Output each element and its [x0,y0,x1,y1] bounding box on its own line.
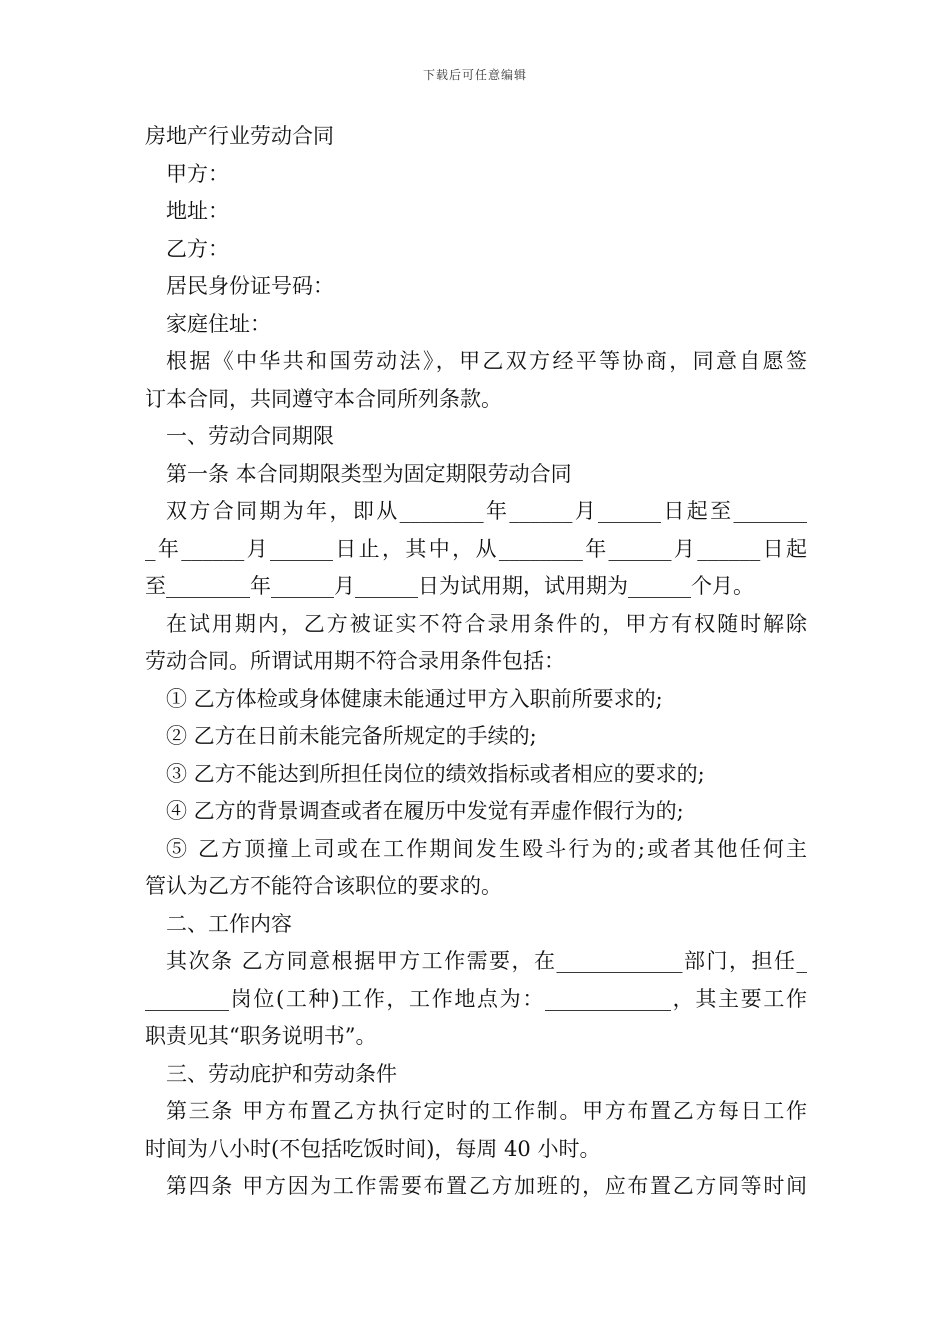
document-title: 房地产行业劳动合同 [145,124,334,148]
document-line: 根据《中华共和国劳动法》，甲乙双方经平等协商，同意自愿签 [166,349,807,373]
document-lines [145,156,807,1206]
document-line: 在试用期内，乙方被证实不符合录用条件的，甲方有权随时解除 [166,611,807,636]
document-line: 订本合同，共同遵守本合同所列条款。 [145,386,502,411]
document-line: 甲方： [166,161,229,186]
document-line: 管认为乙方不能符合该职位的要求的。 [145,874,502,898]
document-line: 地址： [166,199,229,223]
document-line: ④ 乙方的背景调查或者在履历中发觉有弄虚作假行为的; [166,799,684,823]
document-line: 三、劳动庇护和劳动条件 [166,1061,397,1086]
document-line: 第四条 甲方因为工作需要布置乙方加班的，应布置乙方同等时间 [166,1174,807,1198]
document-line: 家庭住址： [166,311,271,336]
document-line: 二、工作内容 [166,911,292,936]
document-line: 至________年______月______日为试用期，试用期为______个月。 [145,574,754,598]
document-line: 第一条 本合同期限类型为固定期限劳动合同 [166,461,572,486]
document-line: 劳动合同。所谓试用期不符合录用条件包括： [145,649,565,673]
document-line: ⑤ 乙方顶撞上司或在工作期间发生殴斗行为的;或者其他任何主 [166,836,807,861]
document-line: 乙方： [166,236,229,261]
document-line: ① 乙方体检或身体健康未能通过甲方入职前所要求的; [166,686,663,711]
document-line: ________岗位(工种)工作，工作地点为：____________，其主要工作 [145,986,807,1011]
document-line: 一、劳动合同期限 [166,424,334,448]
document-line: ② 乙方在日前未能完备所规定的手续的; [166,724,537,748]
document-line: 居民身份证号码： [166,274,334,298]
document-line: _年______月______日止，其中，从________年______月______日起 [145,536,807,561]
document-line: 职责见其“职务说明书”。 [145,1024,377,1048]
document-line: 双方合同期为年，即从________年______月______日起至_______ [166,499,807,523]
document-line: 时间为八小时(不包括吃饭时间)，每周 40 小时。 [145,1136,601,1161]
document-line: ③ 乙方不能达到所担任岗位的绩效指标或者相应的要求的; [166,761,705,786]
document-line: 其次条 乙方同意根据甲方工作需要，在____________部门，担任_ [166,949,807,973]
page-header-note: 下载后可任意编辑 [422,68,527,82]
document-body [145,118,807,1206]
document-line: 第三条 甲方布置乙方执行定时的工作制。甲方布置乙方每日工作 [166,1099,807,1123]
